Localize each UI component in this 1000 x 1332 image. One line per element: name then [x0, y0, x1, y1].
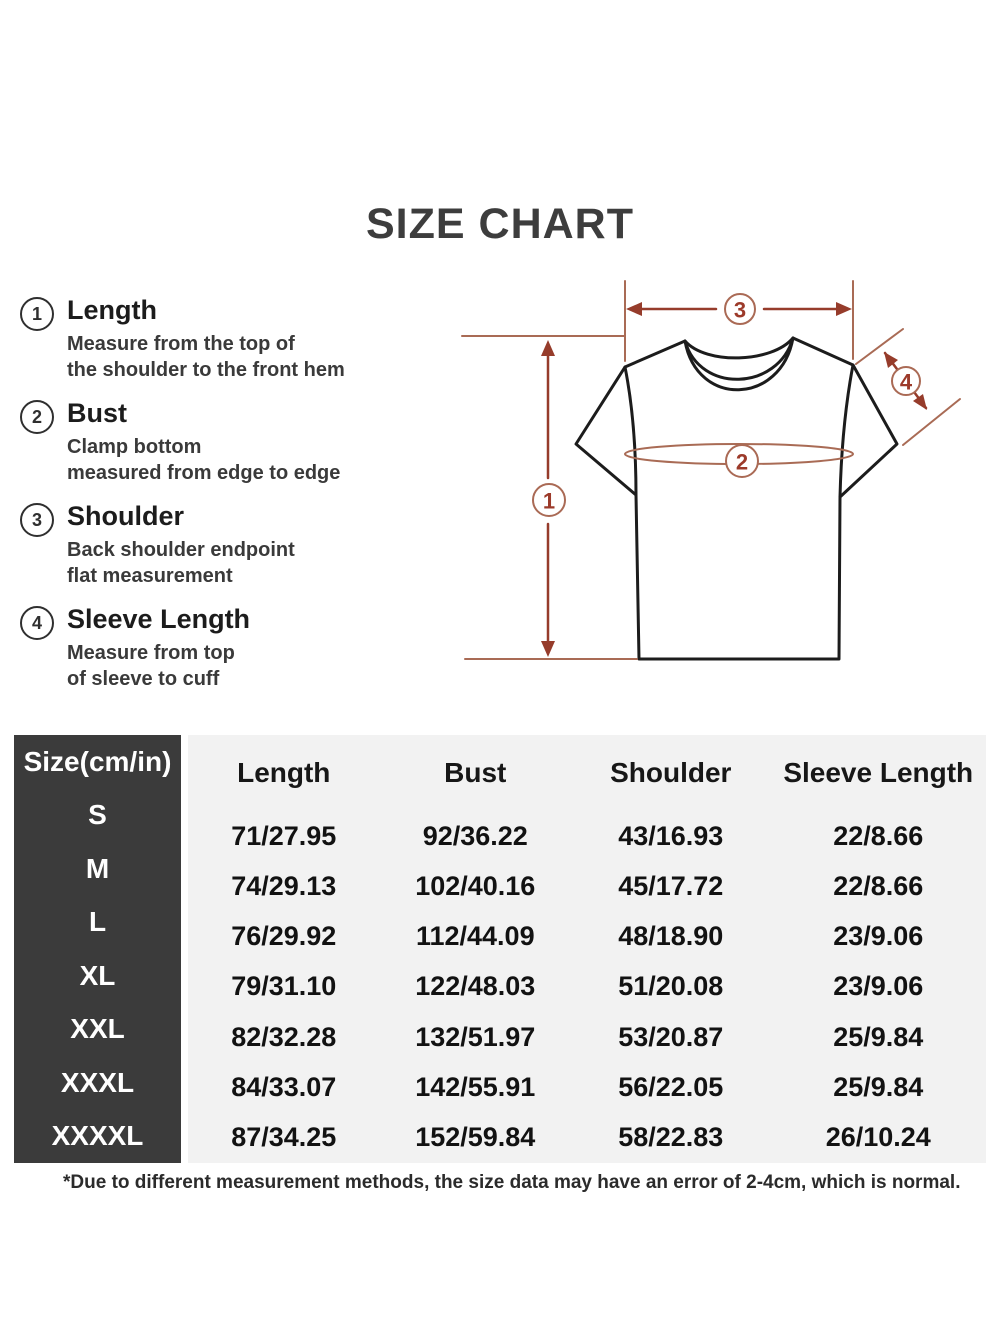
instruction-description-line: measured from edge to edge: [67, 462, 341, 484]
table-row: [188, 1113, 986, 1163]
column-header: Shoulder: [610, 757, 732, 788]
table-row: [188, 1012, 986, 1062]
instruction-description-line: Measure from top: [67, 642, 235, 664]
column-header: Bust: [444, 757, 507, 788]
instruction-description-line: Clamp bottom: [67, 436, 202, 458]
instruction-item: [20, 603, 452, 706]
measurement-value: 132/51.97: [415, 1021, 536, 1052]
measurement-value: 48/18.90: [618, 921, 724, 952]
size-label: L: [88, 906, 107, 938]
measurement-value: 25/9.84: [833, 1021, 924, 1052]
measurement-value: 53/20.87: [618, 1021, 724, 1052]
measurement-value: 45/17.72: [618, 870, 724, 901]
measurements-grid: [188, 735, 986, 1163]
instruction-label: Bust: [67, 398, 127, 428]
measurement-value: 79/31.10: [231, 971, 337, 1002]
measurement-value: 58/22.83: [618, 1122, 724, 1153]
column-header: Sleeve Length: [783, 757, 974, 788]
instruction-body: [67, 294, 345, 383]
instruction-description-line: flat measurement: [67, 565, 233, 587]
marker-sleeve: 4: [899, 369, 913, 395]
size-label: XL: [79, 959, 116, 991]
size-label: S: [88, 799, 107, 831]
tshirt-measurement-diagram: [440, 268, 1000, 698]
measurement-value: 43/16.93: [618, 820, 724, 851]
footnote: *Due to different measurement methods, the size data may have an error of 2-4cm, which is normal.: [63, 1172, 961, 1193]
size-label: XXL: [70, 1013, 125, 1045]
instruction-description-line: Back shoulder endpoint: [67, 539, 295, 561]
instruction-number-badge: 4: [20, 606, 54, 640]
instruction-item: [20, 500, 452, 603]
instruction-description-line: of sleeve to cuff: [67, 668, 220, 690]
instruction-label: Length: [67, 295, 157, 325]
instruction-description-line: the shoulder to the front hem: [67, 359, 345, 381]
table-header-row: [188, 735, 986, 811]
instruction-description: [67, 434, 340, 486]
page-title: SIZE CHART: [366, 200, 634, 248]
instruction-number-badge: 2: [20, 400, 54, 434]
tshirt-diagram-svg: [440, 268, 1000, 698]
column-header: Length: [237, 757, 331, 788]
instruction-number-badge: 3: [20, 503, 54, 537]
size-label: XXXXL: [51, 1120, 144, 1152]
marker-bust: 2: [735, 449, 749, 475]
table-row: [188, 1062, 986, 1112]
measurement-value: 92/36.22: [422, 820, 528, 851]
instruction-item: [20, 397, 452, 500]
instruction-description: [67, 331, 345, 383]
instruction-label: Sleeve Length: [67, 604, 251, 634]
table-row: [188, 912, 986, 962]
size-chart-table: [14, 735, 986, 1163]
measurement-value: 23/9.06: [833, 921, 924, 952]
instruction-label: Shoulder: [67, 501, 185, 531]
measurement-value: 22/8.66: [833, 820, 924, 851]
measurement-value: 122/48.03: [415, 971, 536, 1002]
measurement-value: 51/20.08: [618, 971, 724, 1002]
measurement-value: 76/29.92: [231, 921, 337, 952]
tshirt-outline-icon: [576, 338, 897, 659]
table-row: [188, 811, 986, 861]
instruction-body: [67, 397, 340, 486]
size-column: [14, 735, 181, 1163]
marker-shoulder: 3: [733, 297, 747, 323]
table-row: [188, 861, 986, 911]
marker-length: 1: [542, 488, 556, 514]
measurement-value: 26/10.24: [825, 1122, 931, 1153]
measurement-value: 87/34.25: [231, 1122, 337, 1153]
measurement-value: 71/27.95: [231, 820, 337, 851]
instruction-description: [67, 640, 250, 692]
instruction-number-badge: 1: [20, 297, 54, 331]
measurement-value: 23/9.06: [833, 971, 924, 1002]
instruction-description-line: Measure from the top of: [67, 333, 295, 355]
measurement-value: 25/9.84: [833, 1072, 924, 1103]
measurement-value: 56/22.05: [618, 1072, 724, 1103]
instructions-list: [20, 294, 452, 706]
size-label: M: [85, 852, 110, 884]
measurement-value: 112/44.09: [415, 921, 535, 952]
measurement-value: 22/8.66: [833, 870, 924, 901]
instruction-body: [67, 500, 295, 589]
instruction-description: [67, 537, 295, 589]
table-row: [188, 962, 986, 1012]
measurement-value: 142/55.91: [415, 1072, 536, 1103]
measurement-value: 152/59.84: [415, 1122, 536, 1153]
measurement-value: 84/33.07: [231, 1072, 337, 1103]
instruction-item: [20, 294, 452, 397]
size-label: XXXL: [60, 1066, 135, 1098]
size-column-header: Size(cm/in): [23, 745, 172, 777]
measurement-value: 74/29.13: [231, 870, 337, 901]
measurement-value: 82/32.28: [231, 1021, 337, 1052]
instruction-body: [67, 603, 250, 692]
measurement-value: 102/40.16: [415, 870, 536, 901]
